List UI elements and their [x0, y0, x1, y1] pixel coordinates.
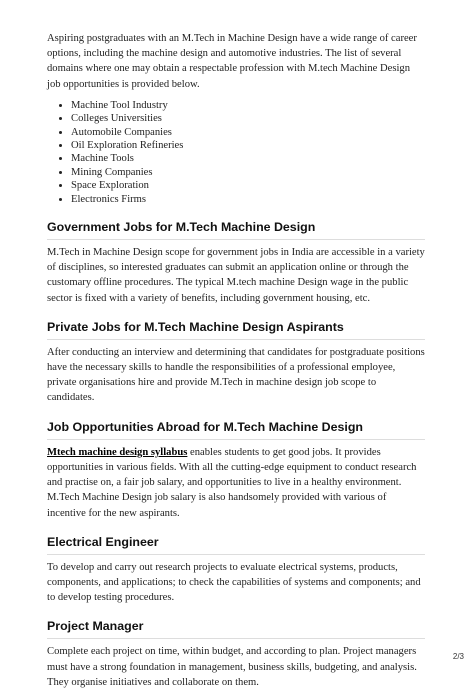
list-item: • Machine Tools: [71, 152, 425, 165]
government-paragraph: M.Tech in Machine Design scope for government jobs in India are accessible in a variety of disciplines, so interested graduates can submit an application online or through the customary offline procedures. The typical M.tech machine Design wage in the public sector is fixed with a variety of benefits, including government housing, etc.: [47, 247, 425, 304]
list-item: • Machine Tool Industry: [71, 99, 425, 112]
list-item: • Oil Exploration Refineries: [71, 139, 425, 152]
list-item: • Space Exploration: [71, 179, 425, 192]
list-item: • Mining Companies: [71, 166, 425, 179]
abroad-paragraph: [47, 445, 425, 521]
electrical-paragraph: To develop and carry out research projects to evaluate electrical systems, products, components, and applications; to check the capabilities of systems and components; and to develop testing procedures.: [47, 561, 421, 604]
syllabus-link[interactable]: Mtech machine design syllabus: [47, 446, 188, 458]
list-item: • Colleges Universities: [71, 112, 425, 125]
government-heading: Government Jobs for M.Tech Machine Design: [47, 220, 425, 240]
electrical-section: [47, 535, 425, 606]
intro-paragraph: Aspiring postgraduates with an M.Tech in Machine Design have a wide range of career options, including the machine design and automotive industries. The list of several domains where one may obtain a respectable profession with M.tech Machine Design job opportunities is provided below.: [47, 33, 417, 90]
abroad-text: enables students to get good jobs. It provides opportunities in various fields. With all the cutting-edge equipment to conduct research and practise on, a fair job salary, and opportunities to live in a healthy environment. M.Tech Machine Design job salary is also handsomely provided with various of incentive for the new aspirants.: [47, 446, 417, 519]
government-section: [47, 220, 425, 306]
abroad-heading: Job Opportunities Abroad for M.Tech Machine Design: [47, 420, 425, 440]
list-item: • Electronics Firms: [71, 193, 425, 206]
document-page: [47, 31, 425, 690]
domain-list: [47, 99, 425, 206]
private-paragraph: After conducting an interview and determining that candidates for postgraduate positions have the necessary skills to handle the responsibilities of a professional employee, private organisations hire and provide M.Tech in machine design job scope to candidates.: [47, 346, 425, 404]
project-section: [47, 619, 425, 690]
private-heading: Private Jobs for M.Tech Machine Design Aspirants: [47, 320, 425, 340]
abroad-section: [47, 420, 425, 521]
list-item: • Automobile Companies: [71, 126, 425, 139]
electrical-heading: Electrical Engineer: [47, 535, 425, 555]
project-heading: Project Manager: [47, 619, 425, 639]
project-paragraph: Complete each project on time, within budget, and according to plan. Project managers must have a strong foundation in management, business skills, budgeting, and analysis. They organise initiatives and collaborate on them.: [47, 646, 417, 688]
page-number: 2/3: [452, 652, 464, 661]
private-section: [47, 320, 425, 406]
